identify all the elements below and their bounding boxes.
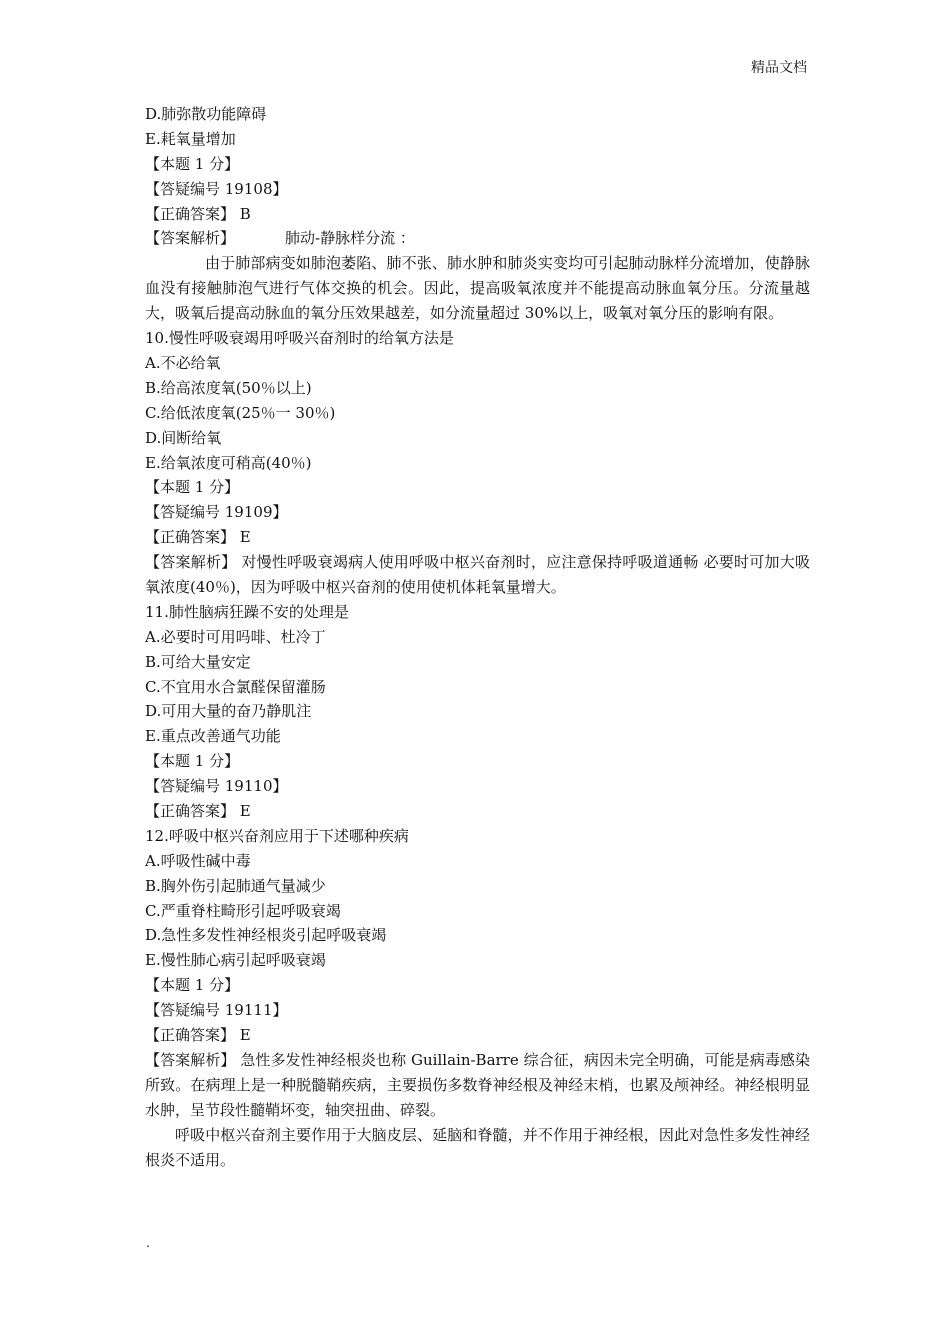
answer-line: 【正确答案】 E bbox=[145, 802, 251, 821]
option-line: B.给高浓度氧(50％以上) bbox=[145, 378, 312, 397]
explanation-paragraph: 呼吸中枢兴奋剂主要作用于大脑皮层、延脑和脊髓，并不作用于神经根，因此对急性多发性神经根炎不适用。 bbox=[145, 1125, 810, 1169]
question-id-line: 【答疑编号 19109】 bbox=[145, 503, 288, 522]
option-line: C.不宜用水合氯醛保留灌肠 bbox=[145, 677, 326, 696]
option-line: D.可用大量的奋乃静肌注 bbox=[145, 702, 312, 721]
option-line: D.间断给氧 bbox=[145, 428, 222, 447]
option-line: C.严重脊柱畸形引起呼吸衰竭 bbox=[145, 901, 341, 920]
answer-line: 【正确答案】 E bbox=[145, 1026, 251, 1045]
explanation-topic: 肺动-静脉样分流 ： bbox=[285, 229, 415, 248]
explanation-label: 【答案解析】 bbox=[145, 229, 236, 248]
explanation-paragraph: 【答案解析】 急性多发性神经根炎也称 Guillain-Barre 综合征，病因未完全明确，可能是病毒感染所致。在病理上是一种脱髓鞘疾病，主要损伤多数脊神经根及神经末梢，也累及颅神经。神经根明显水肿，呈节段性髓鞘坏变，轴突扭曲、碎裂。 bbox=[145, 1050, 810, 1119]
question-stem: 12.呼吸中枢兴奋剂应用于下述哪种疾病 bbox=[145, 826, 409, 845]
explanation-paragraph: 由于肺部病变如肺泡萎陷、肺不张、肺水肿和肺炎实变均可引起肺动脉样分流增加，使静脉血没有接触肺泡气进行气体交换的机会。因此，提高吸氧浓度并不能提高动脉血氧分压。分流量越大，吸氧后提高动脉血的氧分压效果越差，如分流量超过 30%以上，吸氧对氧分压的影响有限。 bbox=[145, 254, 810, 323]
score-line: 【本题 1 分】 bbox=[145, 752, 240, 771]
question-id-line: 【答疑编号 19108】 bbox=[145, 179, 288, 198]
option-line: A.呼吸性碱中毒 bbox=[145, 851, 251, 870]
question-id-line: 【答疑编号 19111】 bbox=[145, 1001, 288, 1020]
option-line: E.重点改善通气功能 bbox=[145, 727, 281, 746]
answer-line: 【正确答案】 E bbox=[145, 528, 251, 547]
score-line: 【本题 1 分】 bbox=[145, 478, 240, 497]
option-line: B.胸外伤引起肺通气量减少 bbox=[145, 876, 326, 895]
explanation-paragraph: 【答案解析】 对慢性呼吸衰竭病人使用呼吸中枢兴奋剂时，应注意保持呼吸道通畅 必要时可加大吸氧浓度(40％)，因为呼吸中枢兴奋剂的使用使机体耗氧量增大。 bbox=[145, 553, 810, 596]
option-line: D.肺弥散功能障碍 bbox=[145, 105, 267, 123]
option-line: E.给氧浓度可稍高(40％) bbox=[145, 453, 312, 472]
option-line: E.耗氧量增加 bbox=[145, 129, 236, 148]
question-id-line: 【答疑编号 19110】 bbox=[145, 777, 288, 796]
explanation-heading bbox=[145, 226, 810, 251]
page-header-label: 精品文档 bbox=[751, 60, 807, 76]
option-line: E.慢性肺心病引起呼吸衰竭 bbox=[145, 951, 326, 970]
question-stem: 10.慢性呼吸衰竭用呼吸兴奋剂时的给氧方法是 bbox=[145, 329, 454, 348]
score-line: 【本题 1 分】 bbox=[145, 976, 240, 995]
option-line: B.可给大量安定 bbox=[145, 652, 251, 671]
score-line: 【本题 1 分】 bbox=[145, 154, 240, 173]
question-stem: 11.肺性脑病狂躁不安的处理是 bbox=[145, 602, 349, 621]
option-line: A.不必给氧 bbox=[145, 353, 221, 372]
footer-mark: . bbox=[146, 1236, 150, 1250]
option-line: C.给低浓度氧(25％一 30％) bbox=[145, 403, 336, 422]
option-line: A.必要时可用吗啡、杜冷丁 bbox=[145, 627, 326, 646]
answer-line: 【正确答案】 B bbox=[145, 204, 251, 223]
option-line: D.急性多发性神经根炎引起呼吸衰竭 bbox=[145, 926, 387, 945]
document-body bbox=[145, 102, 810, 1172]
